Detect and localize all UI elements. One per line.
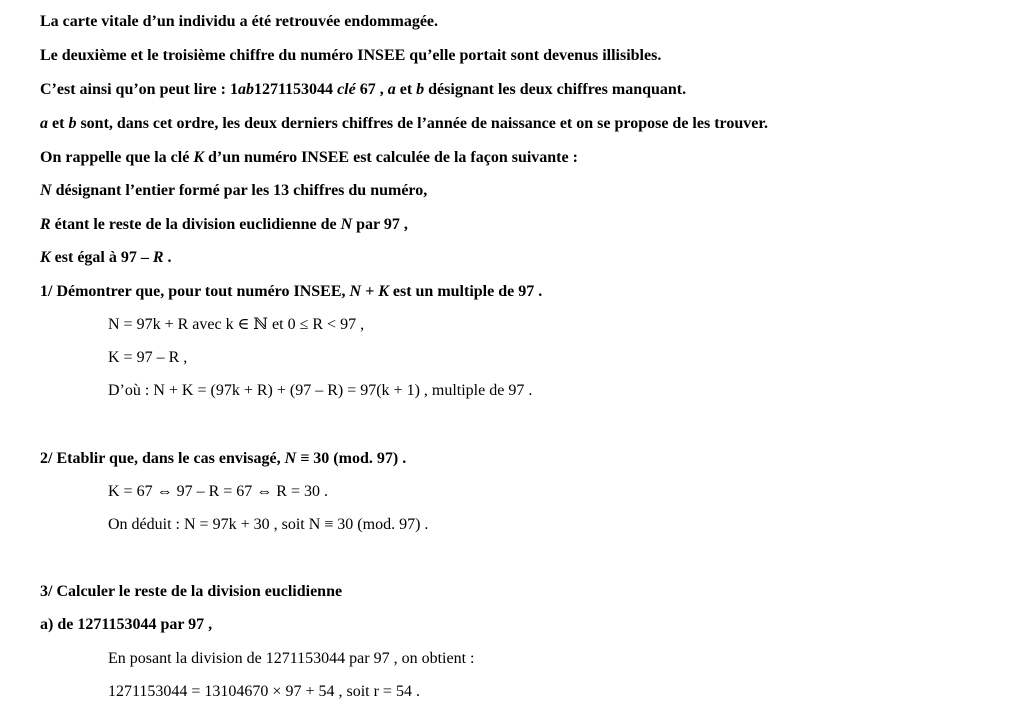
question-1-step-2: K = 97 – R ,	[108, 349, 188, 366]
statement-line-6: N désignant l’entier formé par les 13 chiffres du numéro,	[40, 182, 428, 199]
statement-line-4: a et b sont, dans cet ordre, les deux derniers chiffres de l’année de naissance et on se propose de les trouver.	[40, 115, 768, 132]
statement-line-5: On rappelle que la clé K d’un numéro INSEE est calculée de la façon suivante :	[40, 149, 578, 166]
question-3a-step-2: 1271153044 = 13104670 × 97 + 54 , soit r = 54 .	[108, 683, 420, 700]
statement-line-3: C’est ainsi qu’on peut lire : 1ab1271153044 clé 67 , a et b désignant les deux chiffres manquant.	[40, 81, 687, 98]
statement-line-1: La carte vitale d’un individu a été retrouvée endommagée.	[40, 13, 439, 30]
question-2-step-1: K = 67 ⇔ 97 – R = 67 ⇔ R = 30 .	[108, 483, 328, 500]
question-1-step-3: D’où : N + K = (97k + R) + (97 – R) = 97(k + 1) , multiple de 97 .	[108, 382, 533, 399]
question-2-title: 2/ Etablir que, dans le cas envisagé, N ≡ 30 (mod. 97) .	[40, 450, 407, 467]
statement-line-8: K est égal à 97 – R .	[40, 249, 172, 266]
question-1-step-1: N = 97k + R avec k ∈ ℕ et 0 ≤ R < 97 ,	[108, 316, 365, 333]
question-3a-title: a) de 1271153044 par 97 ,	[40, 616, 213, 633]
question-3-title: 3/ Calculer le reste de la division euclidienne	[40, 583, 343, 600]
question-3a-step-1: En posant la division de 1271153044 par 97 , on obtient :	[108, 650, 475, 667]
statement-line-7: R étant le reste de la division euclidienne de N par 97 ,	[40, 216, 408, 233]
question-1-title: 1/ Démontrer que, pour tout numéro INSEE, N + K est un multiple de 97 .	[40, 283, 543, 300]
question-2-step-2: On déduit : N = 97k + 30 , soit N ≡ 30 (mod. 97) .	[108, 516, 429, 533]
statement-line-2: Le deuxième et le troisième chiffre du numéro INSEE qu’elle portait sont devenus illisibles.	[40, 47, 662, 64]
